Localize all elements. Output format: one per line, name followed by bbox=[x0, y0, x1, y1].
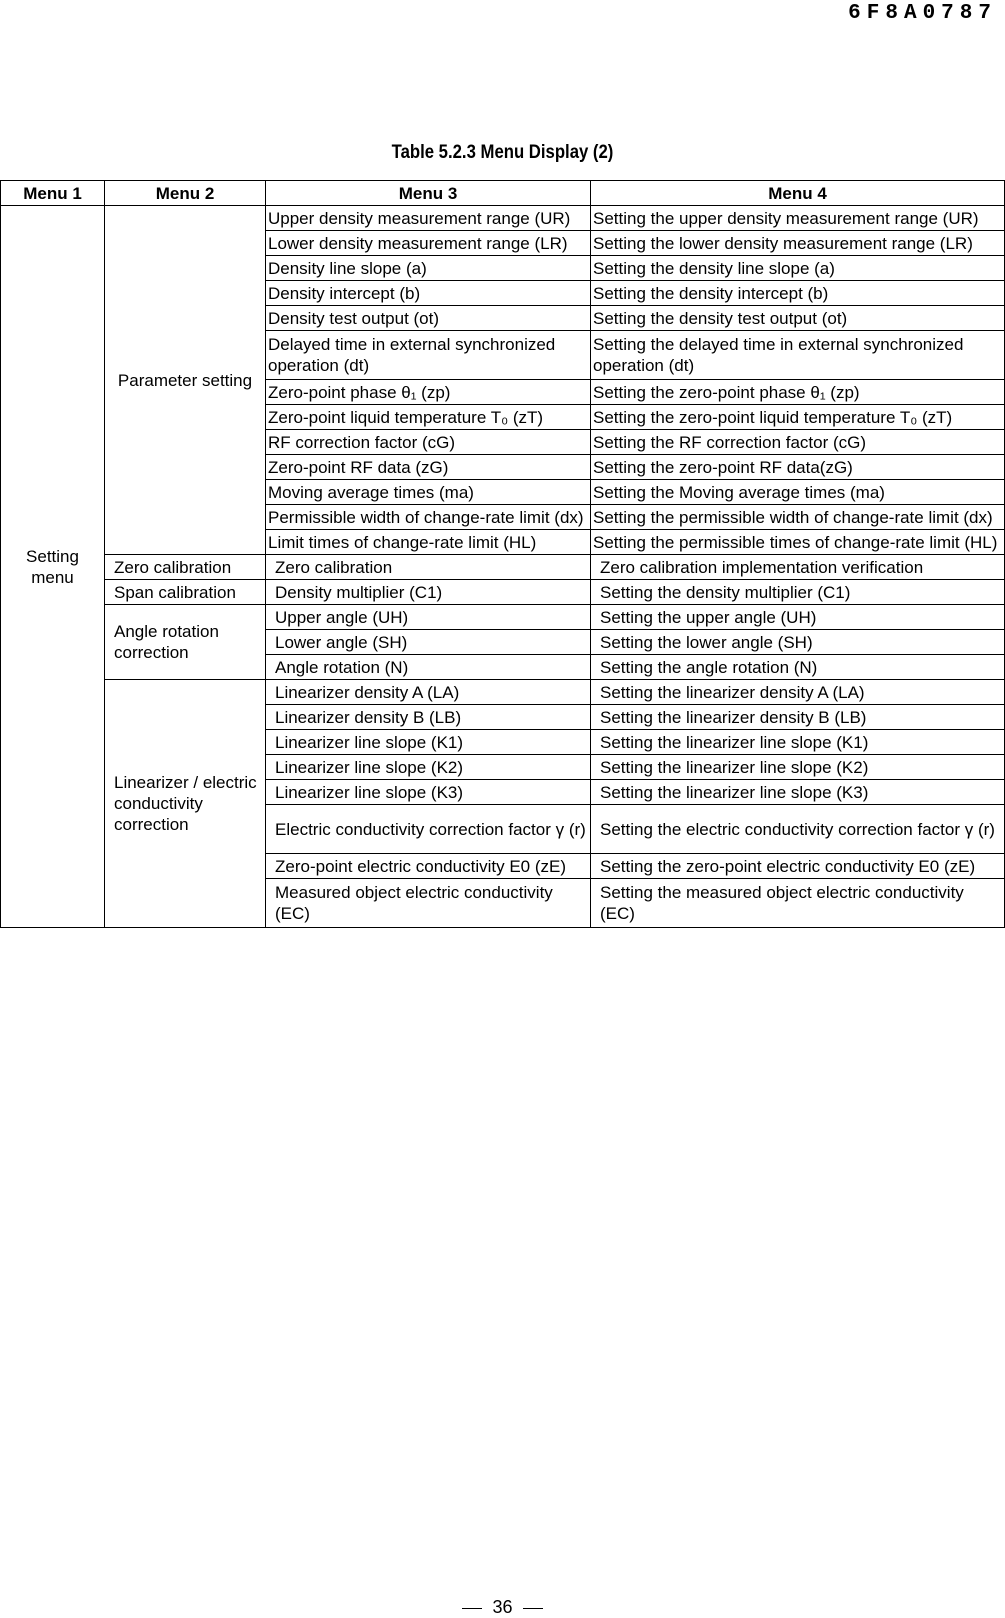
menu4-cell: Zero calibration implementation verification bbox=[591, 555, 1005, 580]
menu4-cell: Setting the zero-point RF data(zG) bbox=[591, 455, 1005, 480]
column-header-menu2: Menu 2 bbox=[105, 181, 266, 206]
menu4-cell: Setting the linearizer density A (LA) bbox=[591, 680, 1005, 705]
menu4-cell: Setting the density line slope (a) bbox=[591, 256, 1005, 281]
menu3-cell: Linearizer density A (LA) bbox=[266, 680, 591, 705]
menu3-cell: Upper density measurement range (UR) bbox=[266, 206, 591, 231]
menu3-cell: Delayed time in external synchronized operation (dt) bbox=[266, 331, 591, 380]
document-id: 6F8A0787 bbox=[848, 2, 997, 25]
menu4-cell: Setting the upper density measurement range (UR) bbox=[591, 206, 1005, 231]
table-row bbox=[1, 580, 1005, 605]
menu3-cell: Zero-point liquid temperature T₀ (zT) bbox=[266, 405, 591, 430]
menu4-cell: Setting the angle rotation (N) bbox=[591, 655, 1005, 680]
menu4-cell: Setting the density multiplier (C1) bbox=[591, 580, 1005, 605]
menu3-cell: Zero calibration bbox=[266, 555, 591, 580]
table-row bbox=[1, 605, 1005, 630]
menu4-cell: Setting the density intercept (b) bbox=[591, 281, 1005, 306]
menu4-cell: Setting the linearizer line slope (K1) bbox=[591, 730, 1005, 755]
menu2-parameter-setting: Parameter setting bbox=[105, 206, 266, 555]
table-row bbox=[1, 206, 1005, 231]
menu3-cell: Lower angle (SH) bbox=[266, 630, 591, 655]
menu4-cell: Setting the permissible times of change-rate limit (HL) bbox=[591, 530, 1005, 555]
menu3-cell: Limit times of change-rate limit (HL) bbox=[266, 530, 591, 555]
table-header-row bbox=[1, 181, 1005, 206]
menu3-cell: Zero-point phase θ₁ (zp) bbox=[266, 380, 591, 405]
menu4-cell: Setting the zero-point phase θ₁ (zp) bbox=[591, 380, 1005, 405]
page-number: 36 bbox=[492, 1597, 513, 1617]
menu3-cell: Electric conductivity correction factor γ (r) bbox=[266, 805, 591, 854]
menu4-cell: Setting the zero-point electric conductivity E0 (zE) bbox=[591, 854, 1005, 879]
menu3-cell: Zero-point RF data (zG) bbox=[266, 455, 591, 480]
menu4-cell: Setting the linearizer line slope (K2) bbox=[591, 755, 1005, 780]
menu3-cell: Moving average times (ma) bbox=[266, 480, 591, 505]
menu3-cell: Density test output (ot) bbox=[266, 306, 591, 331]
menu4-cell: Setting the lower density measurement range (LR) bbox=[591, 231, 1005, 256]
menu4-cell: Setting the permissible width of change-rate limit (dx) bbox=[591, 505, 1005, 530]
column-header-menu3: Menu 3 bbox=[266, 181, 591, 206]
menu3-cell: RF correction factor (cG) bbox=[266, 430, 591, 455]
menu3-cell: Linearizer line slope (K2) bbox=[266, 755, 591, 780]
page-footer bbox=[0, 1597, 1005, 1618]
menu4-cell: Setting the linearizer density B (LB) bbox=[591, 705, 1005, 730]
menu3-cell: Density multiplier (C1) bbox=[266, 580, 591, 605]
menu4-cell: Setting the measured object electric conductivity (EC) bbox=[591, 879, 1005, 928]
menu2-span-calibration: Span calibration bbox=[105, 580, 266, 605]
menu3-cell: Density intercept (b) bbox=[266, 281, 591, 306]
menu3-cell: Density line slope (a) bbox=[266, 256, 591, 281]
menu4-cell: Setting the density test output (ot) bbox=[591, 306, 1005, 331]
menu3-cell: Permissible width of change-rate limit (dx) bbox=[266, 505, 591, 530]
menu-display-table bbox=[0, 180, 1005, 928]
menu3-cell: Angle rotation (N) bbox=[266, 655, 591, 680]
menu4-cell: Setting the zero-point liquid temperature T₀ (zT) bbox=[591, 405, 1005, 430]
column-header-menu1: Menu 1 bbox=[1, 181, 105, 206]
menu4-cell: Setting the linearizer line slope (K3) bbox=[591, 780, 1005, 805]
column-header-menu4: Menu 4 bbox=[591, 181, 1005, 206]
table-row bbox=[1, 555, 1005, 580]
menu3-cell: Linearizer density B (LB) bbox=[266, 705, 591, 730]
menu4-cell: Setting the RF correction factor (cG) bbox=[591, 430, 1005, 455]
menu1-setting-menu: Setting menu bbox=[1, 206, 105, 928]
menu3-cell: Upper angle (UH) bbox=[266, 605, 591, 630]
footer-dash-left bbox=[462, 1608, 482, 1609]
table-title: Table 5.2.3 Menu Display (2) bbox=[391, 142, 614, 163]
menu4-cell: Setting the Moving average times (ma) bbox=[591, 480, 1005, 505]
table-row bbox=[1, 680, 1005, 705]
menu2-angle-rotation-correction: Angle rotation correction bbox=[105, 605, 266, 680]
menu4-cell: Setting the delayed time in external synchronized operation (dt) bbox=[591, 331, 1005, 380]
menu3-cell: Lower density measurement range (LR) bbox=[266, 231, 591, 256]
menu3-cell: Linearizer line slope (K3) bbox=[266, 780, 591, 805]
menu4-cell: Setting the upper angle (UH) bbox=[591, 605, 1005, 630]
footer-dash-right bbox=[523, 1608, 543, 1609]
menu3-cell: Measured object electric conductivity (EC) bbox=[266, 879, 591, 928]
menu4-cell: Setting the electric conductivity correction factor γ (r) bbox=[591, 805, 1005, 854]
menu2-zero-calibration: Zero calibration bbox=[105, 555, 266, 580]
menu4-cell: Setting the lower angle (SH) bbox=[591, 630, 1005, 655]
menu2-linearizer-correction: Linearizer / electric conductivity correction bbox=[105, 680, 266, 928]
menu3-cell: Zero-point electric conductivity E0 (zE) bbox=[266, 854, 591, 879]
menu3-cell: Linearizer line slope (K1) bbox=[266, 730, 591, 755]
